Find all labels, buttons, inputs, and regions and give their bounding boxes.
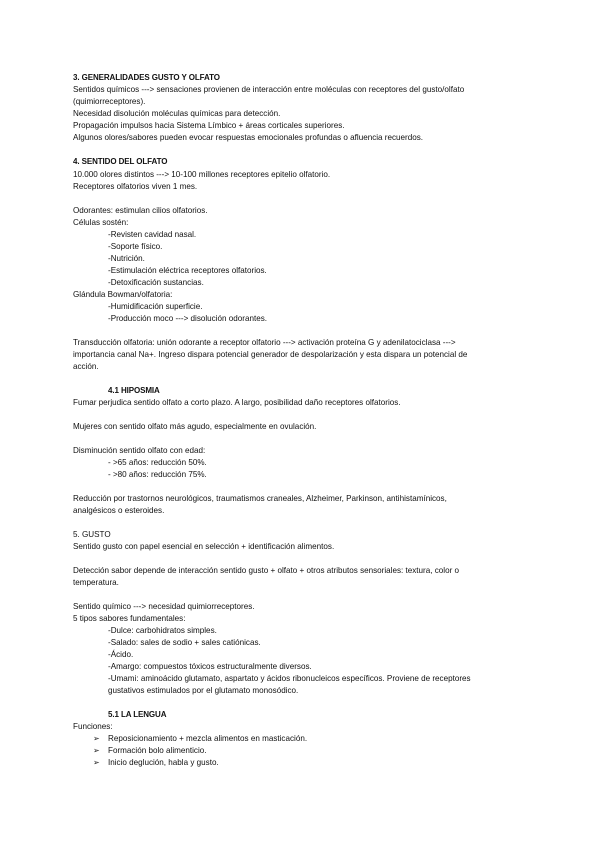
s3-line-5: Algunos olores/sabores pueden evocar respuestas emocionales profundas o afluencia recuerdos. [73,133,424,142]
celulas-heading: Células sostén: [73,218,129,227]
edad-item: - >80 años: reducción 75%. [108,470,207,479]
deteccion-line-2: temperatura. [73,578,119,587]
s41-line-3: Disminución sentido olfato con edad: [73,446,206,455]
edad-item: - >65 años: reducción 50%. [108,458,207,467]
celulas-item: -Revisten cavidad nasal. [108,230,197,239]
section-4-title: 4. SENTIDO DEL OLFATO [73,157,168,166]
section-5-title: 5. GUSTO [73,530,111,539]
funcion-item: Formación bolo alimenticio. [108,746,207,755]
celulas-item: -Soporte físico. [108,242,163,251]
s5-line-1: Sentido gusto con papel esencial en selección + identificación alimentos. [73,542,335,551]
sabor-item: gustativos estimulados por el glutamato monosódico. [108,686,299,695]
s41-line-2: Mujeres con sentido olfato más agudo, especialmente en ovulación. [73,422,317,431]
sabor-item: -Ácido. [108,650,134,659]
s3-line-1: Sentidos químicos ---> sensaciones provienen de interacción entre moléculas con receptores del gusto/olfato [73,85,465,94]
s4-line-2: Receptores olfatorios viven 1 mes. [73,182,198,191]
section-5-1-title: 5.1 LA LENGUA [108,710,167,719]
section-4-1-title: 4.1 HIPOSMIA [108,386,160,395]
reduccion-line-2: analgésicos o esteroides. [73,506,165,515]
s41-line-1: Fumar perjudica sentido olfato a corto plazo. A largo, posibilidad daño receptores olfatorios. [73,398,401,407]
arrow-bullet-icon: ➢ [93,746,100,755]
quimico-line: Sentido químico ---> necesidad quimiorreceptores. [73,602,255,611]
celulas-item: -Estimulación eléctrica receptores olfatorios. [108,266,267,275]
glandula-item: -Producción moco ---> disolución odorantes. [108,314,268,323]
celulas-item: -Nutrición. [108,254,145,263]
celulas-item: -Detoxificación sustancias. [108,278,204,287]
sabor-item: -Dulce: carbohidratos simples. [108,626,217,635]
deteccion-line-1: Detección sabor depende de interacción sentido gusto + olfato + otros atributos sensoriales: textura, color o [73,566,460,575]
arrow-bullet-icon: ➢ [93,734,100,743]
sabor-item: -Salado: sales de sodio + sales catiónicas. [108,638,261,647]
funciones-heading: Funciones: [73,722,113,731]
transduccion-line-1: Transducción olfatoria: unión odorante a receptor olfatorio ---> activación proteína G y adenilatociclasa ---> [73,338,456,347]
glandula-item: -Humidificación superficie. [108,302,203,311]
sabor-item: -Umami: aminoácido glutamato, aspartato y ácidos ribonucleicos específicos. Proviene de receptores [108,674,471,683]
arrow-bullet-icon: ➢ [93,758,100,767]
tipos-heading: 5 tipos sabores fundamentales: [73,614,186,623]
funcion-item: Inicio deglución, habla y gusto. [108,758,219,767]
reduccion-line-1: Reducción por trastornos neurológicos, traumatismos craneales, Alzheimer, Parkinson, antihistamínicos, [73,494,447,503]
s3-line-2: (quimiorreceptores). [73,97,146,106]
transduccion-line-2: importancia canal Na+. Ingreso dispara potencial generador de despolarización y esta dispara un potencial de [73,350,468,359]
s3-line-4: Propagación impulsos hacia Sistema Límbico + áreas corticales superiores. [73,121,345,130]
s4-line-1: 10.000 olores distintos ---> 10-100 millones receptores epitelio olfatorio. [73,170,331,179]
funcion-item: Reposicionamiento + mezcla alimentos en masticación. [108,734,308,743]
odorantes-line: Odorantes: estimulan cilios olfatorios. [73,206,208,215]
section-3-title: 3. GENERALIDADES GUSTO Y OLFATO [73,73,220,82]
transduccion-line-3: acción. [73,362,99,371]
sabor-item: -Amargo: compuestos tóxicos estructuralmente diversos. [108,662,312,671]
s3-line-3: Necesidad disolución moléculas químicas para detección. [73,109,281,118]
glandula-heading: Glándula Bowman/olfatoria: [73,290,173,299]
